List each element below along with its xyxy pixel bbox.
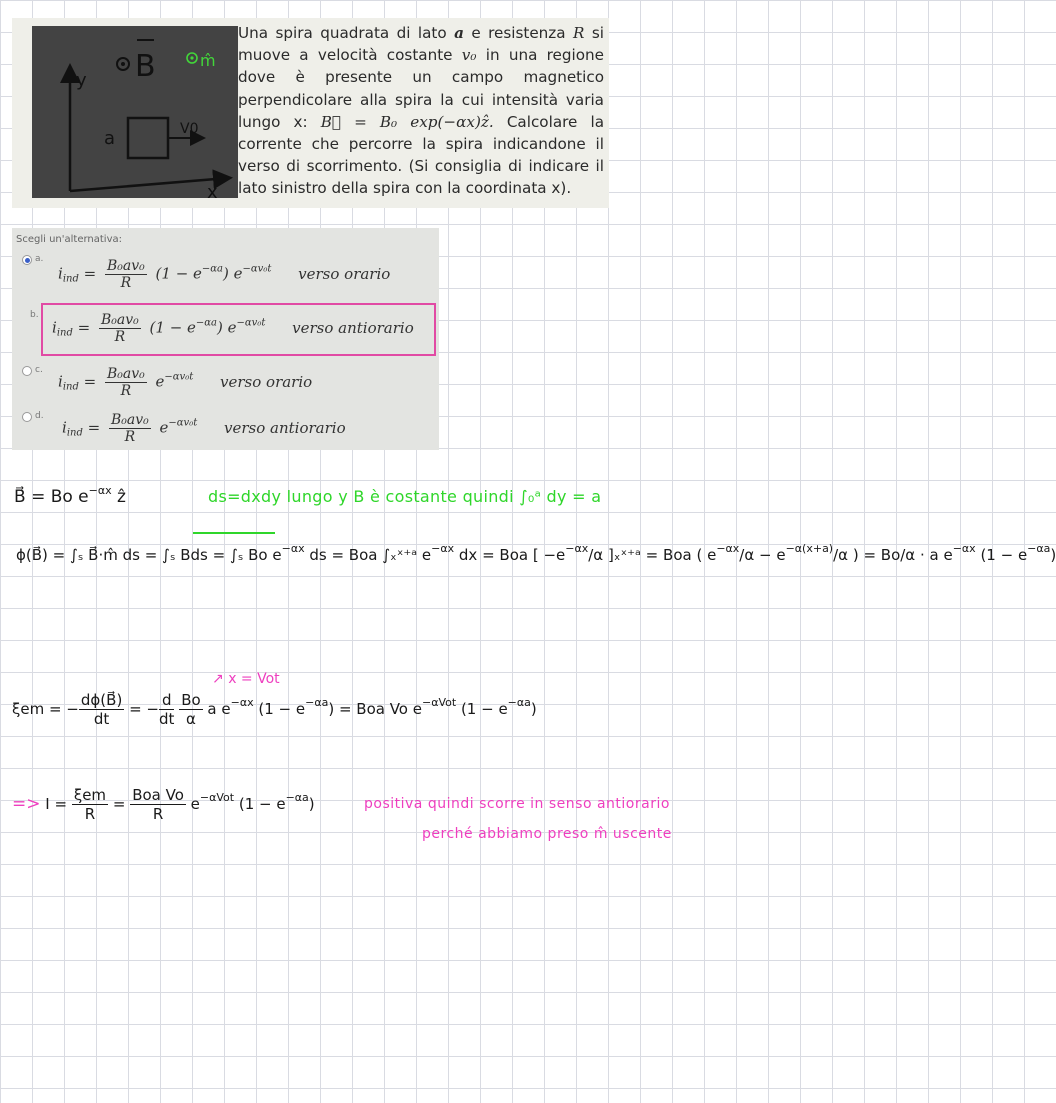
formula-exp-base: e (159, 418, 169, 437)
choice-formula: $i_{ind}$ = $\frac{\text{B₀av₀}}{R}$ $(1 - e^{-\alpha a})$ $e^{-\alpha v_0t}$ verso antiorario (52, 312, 414, 345)
flux-exp: −α(x+a) (785, 542, 834, 555)
emf-fraction (179, 691, 202, 728)
reason-note: perché abbiamo preso m̂ uscente (422, 826, 672, 842)
side-label: a (104, 128, 116, 149)
current-exp: −αa (285, 791, 309, 804)
current-exp: −αVot (199, 791, 235, 804)
emf-fraction (159, 691, 174, 728)
diagram-svg (32, 26, 238, 203)
flux-part: /α − e (739, 546, 786, 564)
formula-fraction (105, 366, 147, 399)
emf-part: = − (124, 700, 159, 718)
b-definition (14, 484, 126, 507)
formula-lhs: i (58, 264, 63, 283)
direction-note: positiva quindi scorre in senso antiorario (364, 796, 670, 812)
choice-c[interactable] (12, 360, 439, 412)
x-axis (70, 178, 228, 191)
loop-diagram (32, 26, 238, 203)
emf-part: ξem = − (12, 700, 79, 718)
problem-velocity-var: v₀ (461, 46, 477, 65)
implies-arrow-icon: => (12, 794, 41, 814)
choice-formula: $i_{ind}$ = $\frac{\text{B₀av₀}}{R}$ $(1 - e^{-\alpha a})$ $e^{-\alpha v_0t}$ verso orario (58, 258, 391, 291)
fraction-den: dt (93, 710, 110, 728)
emf-part: ) = Boa Vo e (328, 700, 422, 718)
substitution-note (212, 671, 280, 687)
problem-side-var: a (454, 24, 464, 42)
flux-part: ϕ(B⃗) = ∫ₛ B⃗·m̂ ds = ∫ₛ Bds = ∫ₛ Bo e (16, 546, 282, 564)
formula-factor-close: ) (223, 264, 229, 283)
emf-part: (1 − e (456, 700, 508, 718)
emf-part: a e (202, 700, 231, 718)
fraction-den: R (120, 383, 132, 399)
square-loop (128, 118, 168, 158)
formula-exp-base: e (227, 318, 237, 337)
fraction-num: dϕ(B⃗) (80, 691, 123, 709)
fraction-den: dt (159, 710, 175, 728)
x-axis-label: x (207, 182, 218, 203)
problem-text-part: e resistenza (463, 24, 573, 42)
flux-equation (16, 542, 1056, 564)
formula-lhs-sub: ind (62, 273, 79, 285)
choice-direction: verso orario (298, 264, 391, 283)
fraction-num: ξem (73, 786, 107, 804)
choice-direction: verso orario (220, 372, 313, 391)
formula-factor: (1 − e (149, 318, 196, 337)
choice-direction: verso antiorario (292, 318, 414, 337)
current-part: I = (45, 795, 68, 813)
formula-exp: −αv₀t (242, 263, 272, 275)
formula-lhs: i (62, 418, 67, 437)
flux-part: (1 − e (975, 546, 1028, 564)
flux-exp: −αx (281, 542, 305, 555)
formula-exp-base: e (155, 372, 165, 391)
b-def-exp: −αx (88, 484, 112, 497)
b-field-label: B (135, 49, 156, 84)
fraction-den: α (185, 710, 196, 728)
formula-lhs-sub: ind (62, 381, 79, 393)
emf-part: (1 − e (253, 700, 306, 718)
flux-exp: −αx (716, 542, 740, 555)
b-def-text: B⃗ = Bo e (14, 487, 89, 507)
choice-a[interactable] (12, 248, 439, 300)
choice-letter: d. (35, 411, 44, 421)
emf-part: ) (530, 700, 537, 718)
flux-exp: −αx (431, 542, 455, 555)
current-part: e (185, 795, 200, 813)
formula-exp: −αv₀t (236, 317, 266, 329)
y-axis-label: y (76, 70, 87, 91)
current-part: ) (308, 795, 315, 813)
choices-panel (12, 228, 439, 450)
fraction-den: R (152, 805, 164, 823)
choice-letter: b. (30, 310, 39, 320)
choices-title: Scegli un'alternativa: (16, 234, 123, 245)
fraction-den: R (120, 275, 132, 291)
problem-text-part: in una regione dove è presente un campo magnetico perpendicolare alla spira la cui intensità varia lungo x: (238, 46, 605, 131)
choice-letter: a. (35, 254, 44, 264)
radio-c[interactable] (22, 366, 32, 376)
normal-out-dot (190, 56, 193, 59)
emf-fraction (79, 691, 124, 728)
formula-exp: −αv₀t (168, 417, 198, 429)
green-note: ds=dxdy lungo y B è costante quindi ∫₀ᵃ dy = a (208, 487, 602, 506)
problem-text (238, 22, 604, 200)
choice-d[interactable] (12, 408, 439, 460)
problem-resistance-var: R (573, 24, 585, 42)
flux-part: /α ) = Bo/α · a e (833, 546, 953, 564)
fraction-num: d (159, 691, 174, 710)
emf-exp: −αVot (421, 696, 457, 709)
green-underline (193, 532, 275, 534)
flux-part: dx = Boa [ −e (454, 546, 566, 564)
emf-exp: −αa (305, 696, 329, 709)
formula-fraction (105, 258, 147, 291)
fraction-num: B₀av₀ (110, 412, 149, 428)
problem-panel (12, 18, 609, 208)
formula-exp-base: e (233, 264, 243, 283)
flux-part: ) (1050, 546, 1056, 564)
normal-vector-label: m̂ (200, 51, 216, 70)
formula-fraction (109, 412, 151, 445)
problem-text-part: Una spira quadrata di lato (238, 24, 455, 42)
fraction-num: Bo (181, 691, 201, 709)
choice-letter: c. (35, 365, 43, 375)
formula-factor: (1 − e (155, 264, 202, 283)
current-part: (1 − e (234, 795, 286, 813)
flux-part: ds = Boa ∫ₓˣ⁺ᵃ e (304, 546, 432, 564)
radio-d[interactable] (22, 412, 32, 422)
fraction-num: B₀av₀ (106, 366, 145, 382)
flux-exp: −αx (565, 542, 589, 555)
fraction-den: R (124, 429, 136, 445)
formula-factor-close: ) (217, 318, 223, 337)
choice-formula: $i_{ind}$ = $\frac{\text{B₀av₀}}{R}$ $e^{-\alpha v_0t}$ verso orario (58, 366, 313, 399)
emf-exp: −αx (230, 696, 254, 709)
problem-text-part: Calcolare la corrente che percorre la spira indicandone il verso di scorrimento. (Si consiglia di indicare il lato sinistro della spira con la coordinata x). (238, 112, 604, 198)
formula-lhs-sub: ind (66, 427, 83, 439)
flux-exp: −αa (1027, 542, 1051, 555)
radio-a[interactable] (22, 255, 32, 265)
choice-direction: verso antiorario (224, 418, 346, 437)
current-part: = (112, 795, 126, 813)
pink-arrow-icon: ↗ (212, 671, 224, 687)
current-fraction (130, 786, 186, 823)
fraction-num: B₀av₀ (100, 312, 139, 328)
emf-equation (12, 691, 537, 728)
problem-field-formula: B⃗ = B₀ exp(−αx)ẑ. (320, 112, 494, 131)
fraction-num: B₀av₀ (106, 258, 145, 274)
substitution-text: x = Vot (228, 671, 280, 687)
current-equation (12, 786, 315, 823)
velocity-label: V0 (180, 121, 199, 137)
highlighted-answer-box (41, 303, 436, 356)
current-fraction (72, 786, 108, 823)
out-of-page-dot (121, 62, 125, 66)
formula-factor-exp: −αa (201, 263, 224, 275)
formula-exp: −αv₀t (164, 371, 194, 383)
flux-part: /α ]ₓˣ⁺ᵃ = Boa ( e (588, 546, 717, 564)
emf-exp: −αa (507, 696, 531, 709)
fraction-num: Boa Vo (132, 786, 184, 804)
choice-formula: $i_{ind}$ = $\frac{\text{B₀av₀}}{R}$ $e^{-\alpha v_0t}$ verso antiorario (62, 412, 346, 445)
fraction-den: R (84, 805, 96, 823)
formula-factor-exp: −αa (195, 317, 218, 329)
formula-lhs-sub: ind (56, 327, 73, 339)
fraction-den: R (114, 329, 126, 345)
problem-text-part: si muove a velocità costante (238, 24, 604, 65)
formula-lhs: i (58, 372, 63, 391)
flux-exp: −αx (952, 542, 976, 555)
formula-lhs: i (52, 318, 57, 337)
b-def-tail: ẑ (111, 487, 126, 507)
